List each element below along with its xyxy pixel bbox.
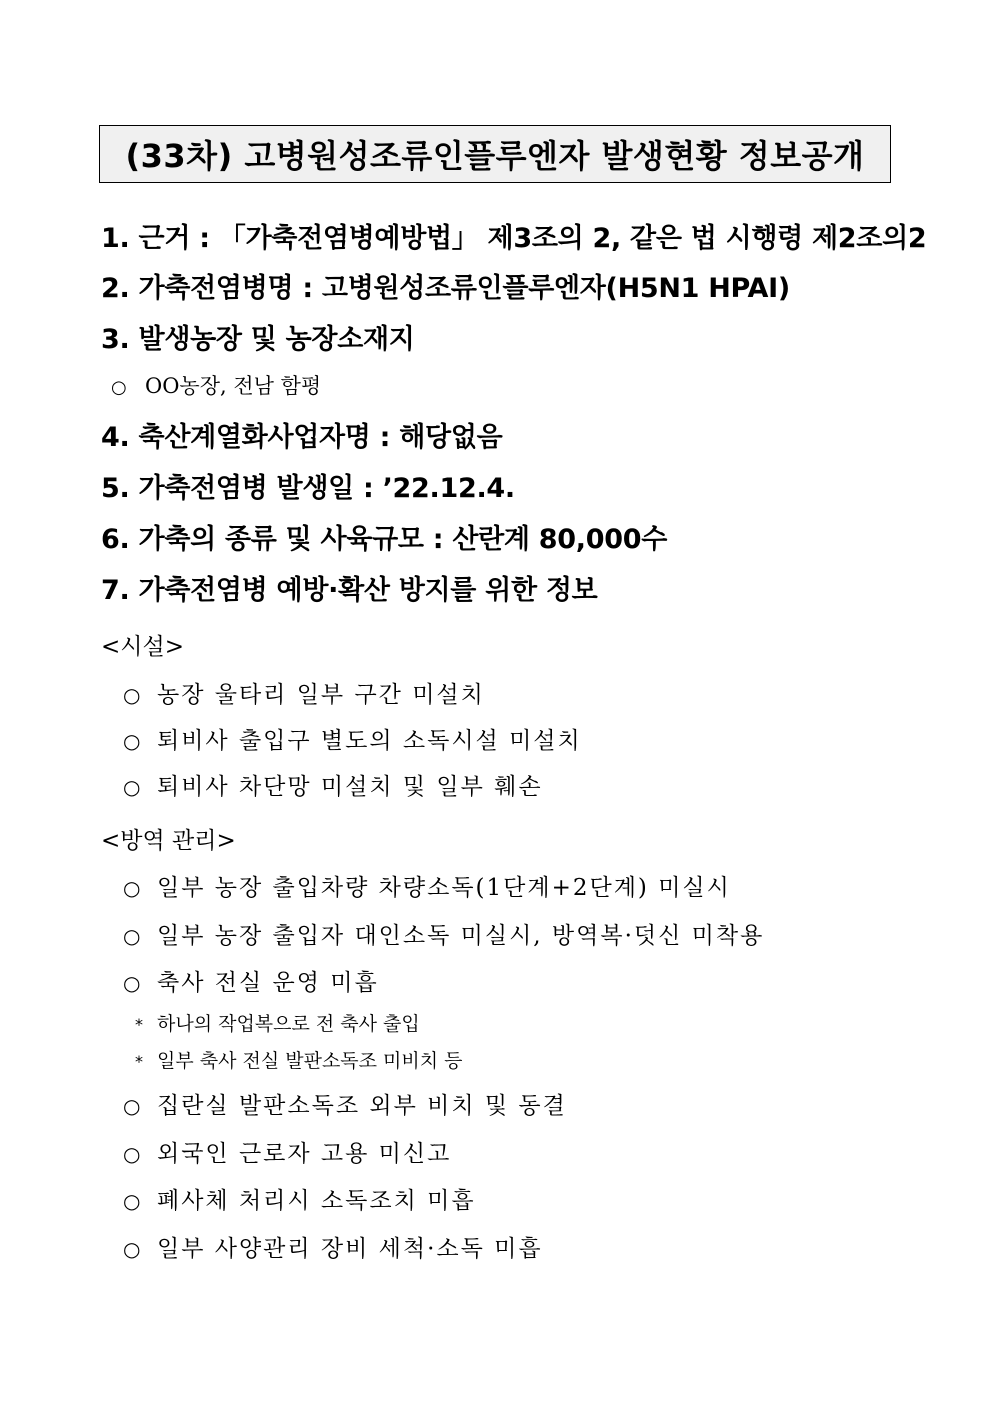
farm-location-text: OO농장, 전남 함평: [145, 374, 322, 398]
bullet-circle-icon: ○: [123, 1094, 143, 1118]
asterisk-icon: *: [135, 1015, 143, 1034]
quarantine-text: 외국인 근로자 고용 미신고: [157, 1141, 452, 1167]
quarantine-section-label: <방역 관리>: [101, 828, 236, 854]
item-disease-name: 2. 가축전염병명 : 고병원성조류인플루엔자(H5N1 HPAI): [101, 273, 790, 304]
facility-text: 농장 울타리 일부 구간 미설치: [157, 682, 485, 708]
facility-line: [123, 768, 543, 801]
quarantine-line: [123, 1087, 567, 1120]
quarantine-line: [123, 1230, 543, 1263]
quarantine-text: 축사 전실 운영 미흡: [157, 970, 379, 996]
item-outbreak-date: 5. 가축전염병 발생일 : ’22.12.4.: [101, 473, 515, 504]
quarantine-line: [123, 917, 764, 950]
bullet-circle-icon: ○: [111, 377, 127, 398]
bullet-circle-icon: ○: [123, 775, 143, 799]
quarantine-text: 일부 사양관리 장비 세척·소독 미흡: [157, 1236, 543, 1262]
facilities-section-label: <시설>: [101, 634, 184, 660]
quarantine-sub-line: [135, 1046, 463, 1073]
quarantine-line: [123, 1182, 476, 1215]
bullet-circle-icon: ○: [123, 1142, 143, 1166]
facility-line: [123, 676, 485, 709]
item-livestock-type: 6. 가축의 종류 및 사육규모 : 산란계 80,000수: [101, 524, 667, 555]
quarantine-text: 일부 농장 출입차량 차량소독(1단계+2단계) 미실시: [157, 875, 731, 901]
quarantine-line: [123, 964, 379, 997]
bullet-circle-icon: ○: [123, 876, 143, 900]
bullet-circle-icon: ○: [123, 683, 143, 707]
quarantine-line: [123, 869, 731, 902]
quarantine-sub-text: 하나의 작업복으로 전 축사 출입: [157, 1013, 420, 1035]
quarantine-sub-text: 일부 축사 전실 발판소독조 미비치 등: [157, 1050, 463, 1072]
bullet-circle-icon: ○: [123, 1237, 143, 1261]
quarantine-text: 일부 농장 출입자 대인소독 미실시, 방역복·덧신 미착용: [157, 923, 765, 949]
item-prevention-info: 7. 가축전염병 예방·확산 방지를 위한 정보: [101, 575, 598, 606]
quarantine-text: 폐사체 처리시 소독조치 미흡: [157, 1188, 476, 1214]
bullet-circle-icon: ○: [123, 1189, 143, 1213]
quarantine-sub-line: [135, 1009, 420, 1036]
bullet-circle-icon: ○: [123, 971, 143, 995]
bullet-circle-icon: ○: [123, 924, 143, 948]
facility-line: [123, 722, 582, 755]
item-farm-location: 3. 발생농장 및 농장소재지: [101, 324, 415, 355]
item-basis: 1. 근거 : 「가축전염병예방법」 제3조의 2, 같은 법 시행령 제2조의2: [101, 223, 927, 254]
facility-text: 퇴비사 차단망 미설치 및 일부 훼손: [157, 774, 543, 800]
quarantine-line: [123, 1135, 451, 1168]
farm-location-line: [111, 370, 321, 400]
quarantine-text: 집란실 발판소독조 외부 비치 및 동결: [157, 1093, 567, 1119]
document-title: (33차) 고병원성조류인플루엔자 발생현황 정보공개: [99, 125, 891, 183]
bullet-circle-icon: ○: [123, 729, 143, 753]
item-integrator: 4. 축산계열화사업자명 : 해당없음: [101, 422, 503, 453]
facility-text: 퇴비사 출입구 별도의 소독시설 미설치: [157, 728, 582, 754]
asterisk-icon: *: [135, 1052, 143, 1071]
